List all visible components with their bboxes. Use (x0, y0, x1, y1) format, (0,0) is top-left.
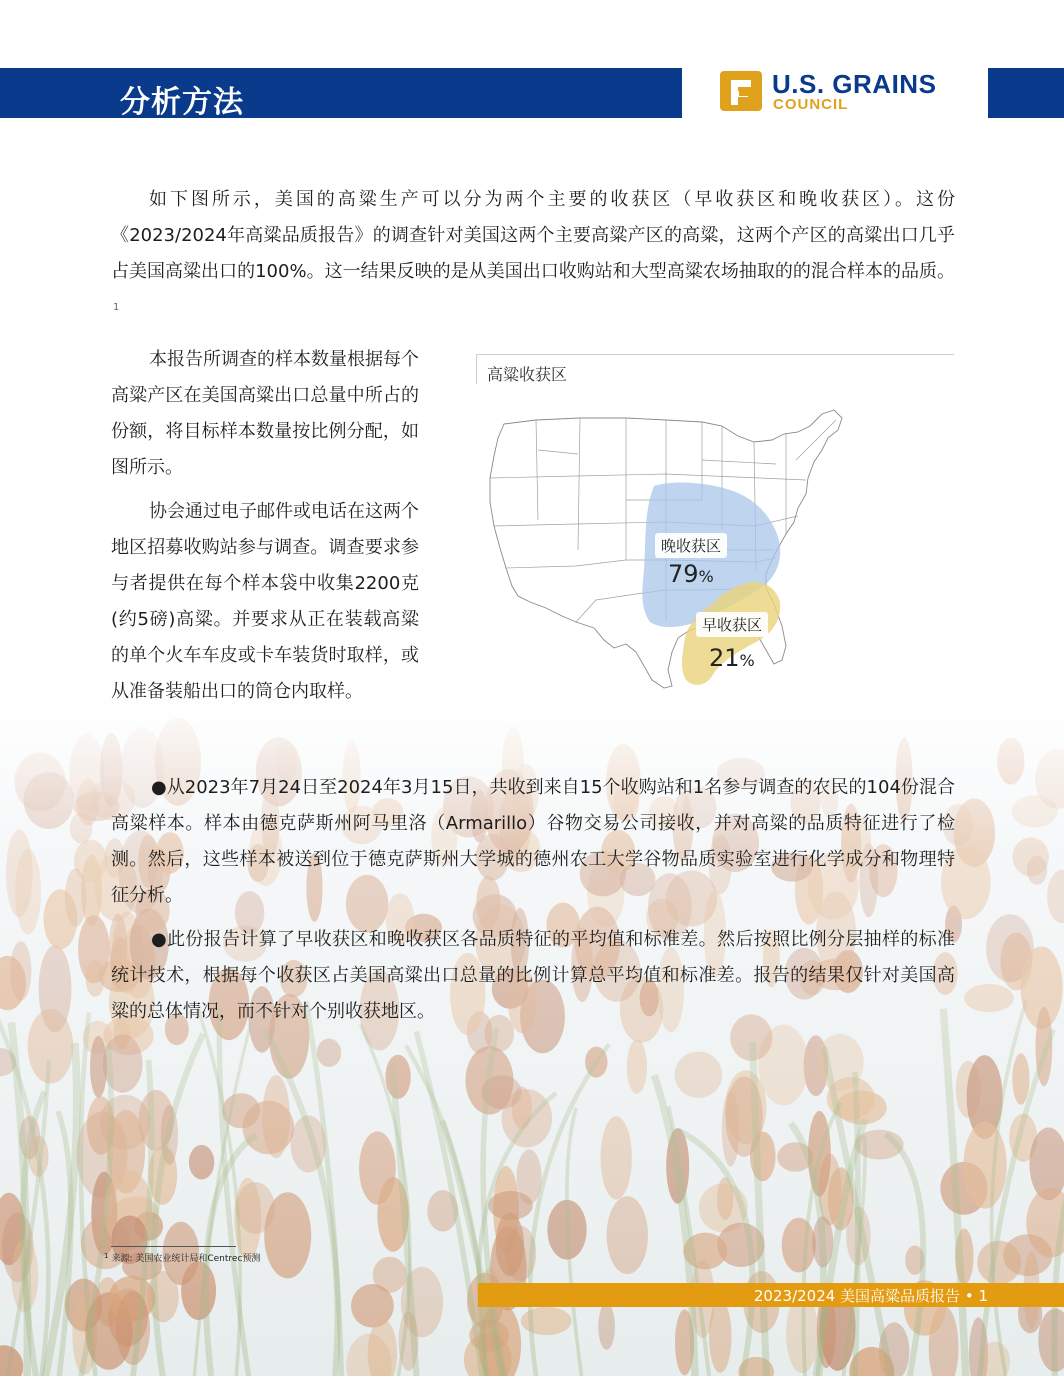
logo-text-line1: U.S. GRAINS (772, 69, 937, 99)
statistics-paragraph: ●此份报告计算了早收获区和晚收获区各品质特征的平均值和标准差。然后按照比例分层抽样的标准统计技术，根据每个收获区占美国高粱出口总量的比例计算总平均值和标准差。报告的结果仅针对美国高粱的总体情况，而不针对个别收获地区。 (111, 929, 955, 1022)
intro-paragraph (111, 182, 955, 332)
late-region-label: 晚收获区 (655, 533, 727, 558)
usgc-logo-icon (719, 70, 763, 112)
early-region-percent: 21% (709, 644, 755, 672)
page-title: 分析方法 (120, 85, 244, 120)
sampling-paragraph: 本报告所调查的样本数量根据每个高粱产区在美国高粱出口总量中所占的份额，将目标样本数量按比例分配，如图所示。 (111, 349, 419, 478)
footnote-rule (111, 1246, 236, 1247)
footnote-reference: 1 (113, 302, 120, 313)
samples-received-paragraph: ●从2023年7月24日至2024年3月15日，共收到来自15个收购站和1名参与调查的农民的104份混合高粱样本。样本由德克萨斯州阿马里洛（Armarillo）谷物交易公司接收，并对高粱的品质特征进行了检测。然后，这些样本被送到位于德克萨斯州大学城的德州农工大学谷物品质实验室进行化学成分和物理特征分析。 (111, 777, 955, 906)
footer-page-label: 2023/2024 美国高粱品质报告 • 1 (753, 1287, 988, 1305)
map-side-rule (476, 354, 477, 384)
map-top-rule (476, 354, 954, 355)
intro-text: 如下图所示，美国的高粱生产可以分为两个主要的收获区（早收获区和晚收获区）。这份《2023/2024年高粱品质报告》的调查针对美国这两个主要高粱产区的高粱，这两个产区的高粱出口几乎占美国高粱出口的100%。这一结果反映的是从美国出口收购站和大型高粱农场抽取的的混合样本的品质。 (111, 189, 955, 282)
map-title: 高粱收获区 (487, 365, 568, 384)
recruitment-paragraph: 协会通过电子邮件或电话在这两个地区招募收购站参与调查。调查要求参与者提供在每个样本袋中收集2200克(约5磅)高粱。并要求从正在装载高粱的单个火车车皮或卡车装货时取样，或从准备装船出口的筒仓内取样。 (111, 501, 419, 702)
header-bar (0, 68, 682, 118)
early-region-label: 早收获区 (696, 612, 768, 637)
logo-text-line2: COUNCIL (773, 96, 849, 113)
footnote-number: 1 (104, 1252, 109, 1260)
footnote-text: 来源: 美国农业统计局和Centrec预测 (111, 1254, 261, 1264)
late-region-percent: 79% (668, 560, 714, 588)
header-accent-bar (988, 68, 1064, 118)
footnote (104, 1251, 260, 1264)
